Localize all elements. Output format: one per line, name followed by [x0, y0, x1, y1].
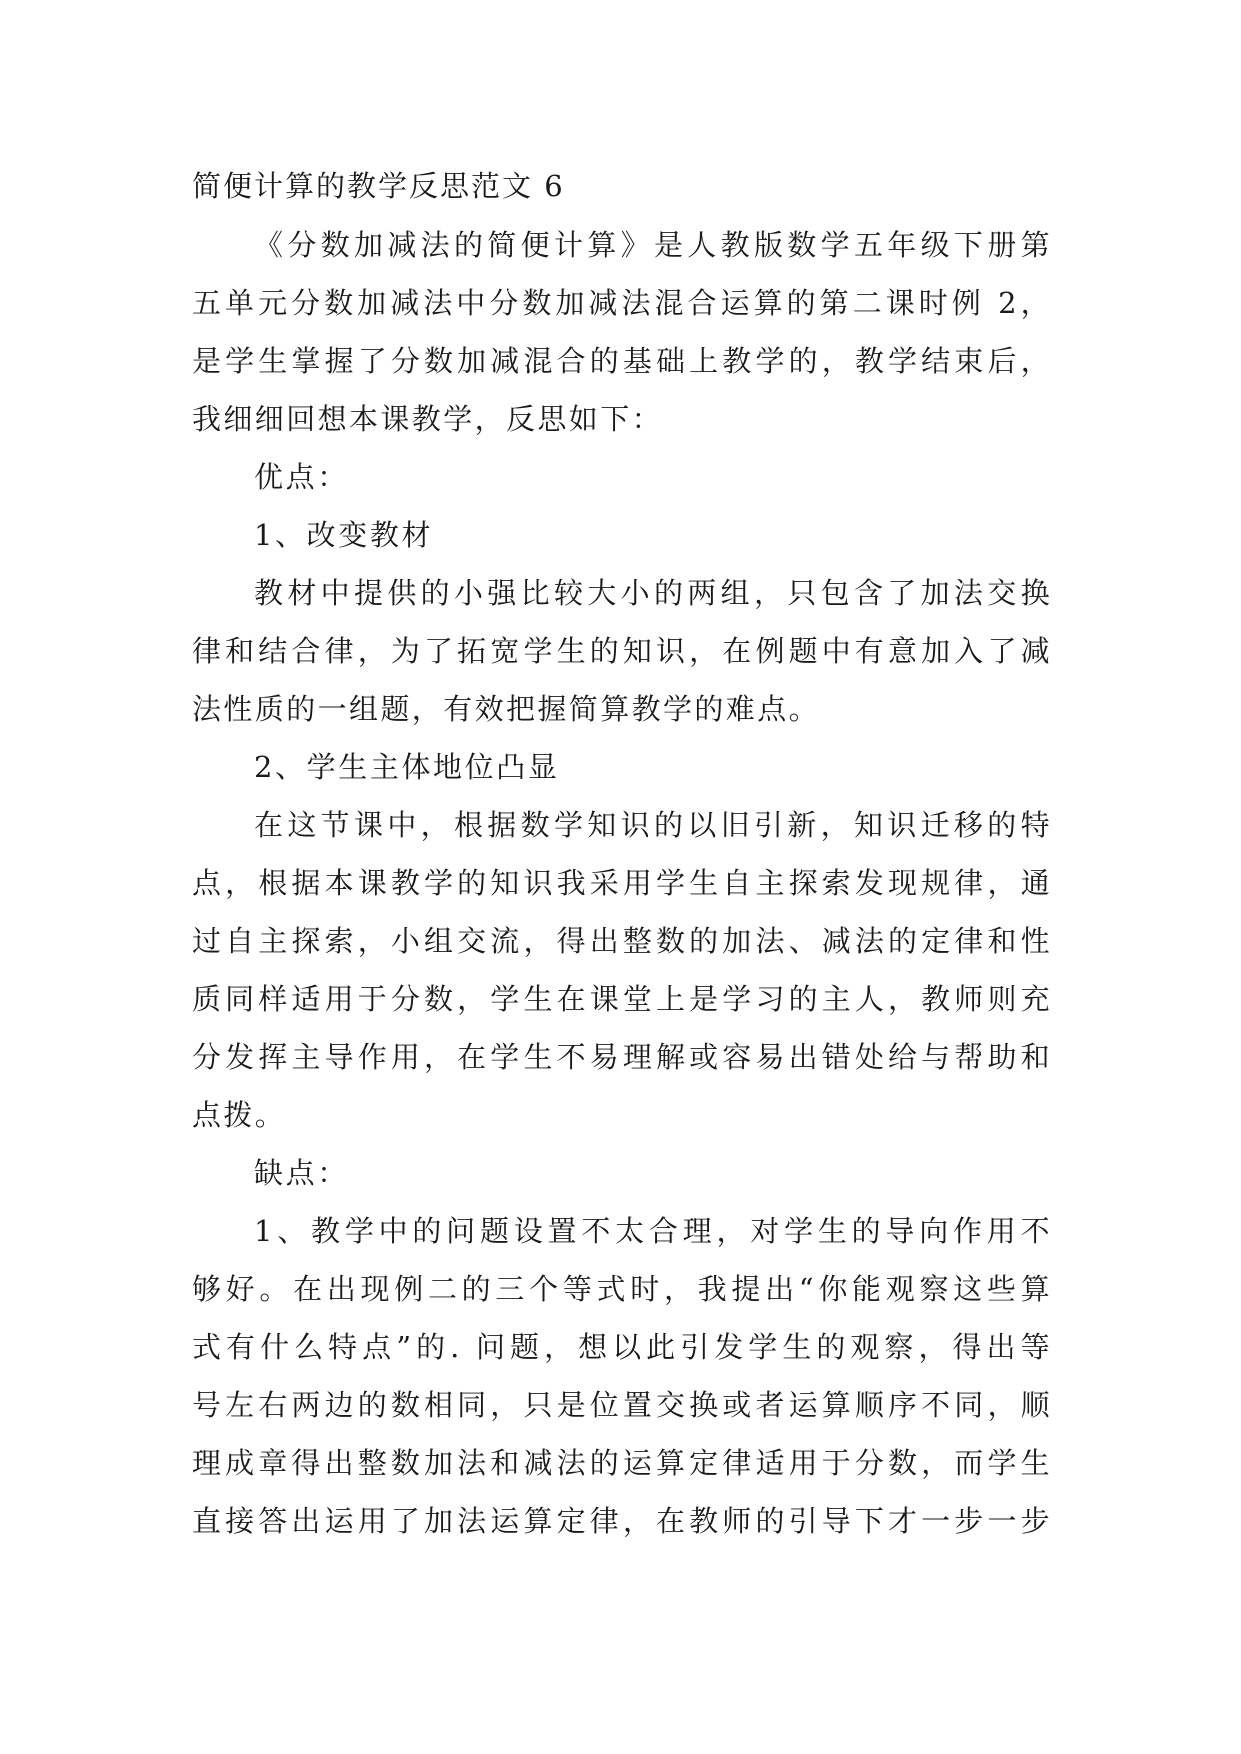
- point1-line: 教材中提供的小强比较大小的两组，只包含了加法交换: [254, 576, 1052, 610]
- weak1-paragraph: [192, 1202, 1052, 1550]
- intro-line: 五单元分数加减法中分数加减法混合运算的第二课时例 2，: [192, 286, 1052, 320]
- point2-line: 过自主探索，小组交流，得出整数的加法、减法的定律和性: [192, 924, 1052, 958]
- point1-line: 法性质的一组题，有效把握简算教学的难点。: [192, 692, 821, 726]
- weak1-line: 够好。在出现例二的三个等式时，我提出“你能观察这些算: [192, 1272, 1052, 1306]
- weak1-line: 号左右两边的数相同，只是位置交换或者运算顺序不同，顺: [192, 1388, 1052, 1422]
- weak1-line: 1、教学中的问题设置不太合理，对学生的导向作用不: [254, 1214, 1052, 1248]
- point2-line: 质同样适用于分数，学生在课堂上是学习的主人，教师则充: [192, 982, 1052, 1016]
- point2-paragraph: [192, 796, 1052, 1144]
- intro-paragraph: [192, 216, 1052, 448]
- weak1-line: 直接答出运用了加法运算定律，在教师的引导下才一步一步: [192, 1504, 1052, 1538]
- weak1-line: 式有什么特点”的. 问题，想以此引发学生的观察，得出等: [192, 1330, 1052, 1364]
- point2-line: 点拨。: [192, 1098, 287, 1132]
- intro-line: 《分数加减法的简便计算》是人教版数学五年级下册第: [254, 228, 1052, 262]
- point1-heading: 1、改变教材: [254, 518, 434, 552]
- point1-line: 律和结合律，为了拓宽学生的知识，在例题中有意加入了减: [192, 634, 1052, 668]
- point1-paragraph: [192, 564, 1052, 738]
- point2-line: 点，根据本课教学的知识我采用学生自主探索发现规律，通: [192, 866, 1052, 900]
- disadvantages-heading: 缺点：: [254, 1156, 349, 1190]
- point2-line: 在这节课中，根据数学知识的以旧引新，知识迁移的特: [254, 808, 1052, 842]
- point2-heading: 2、学生主体地位凸显: [254, 750, 560, 784]
- weak1-line: 理成章得出整数加法和减法的运算定律适用于分数，而学生: [192, 1446, 1052, 1480]
- advantages-heading: 优点：: [254, 460, 349, 494]
- document-page: [192, 158, 1052, 1550]
- document-title: 简便计算的教学反思范文 6: [192, 169, 565, 203]
- intro-line: 是学生掌握了分数加减混合的基础上教学的，教学结束后，: [192, 344, 1052, 378]
- point2-line: 分发挥主导作用，在学生不易理解或容易出错处给与帮助和: [192, 1040, 1052, 1074]
- intro-line: 我细细回想本课教学，反思如下：: [192, 402, 664, 436]
